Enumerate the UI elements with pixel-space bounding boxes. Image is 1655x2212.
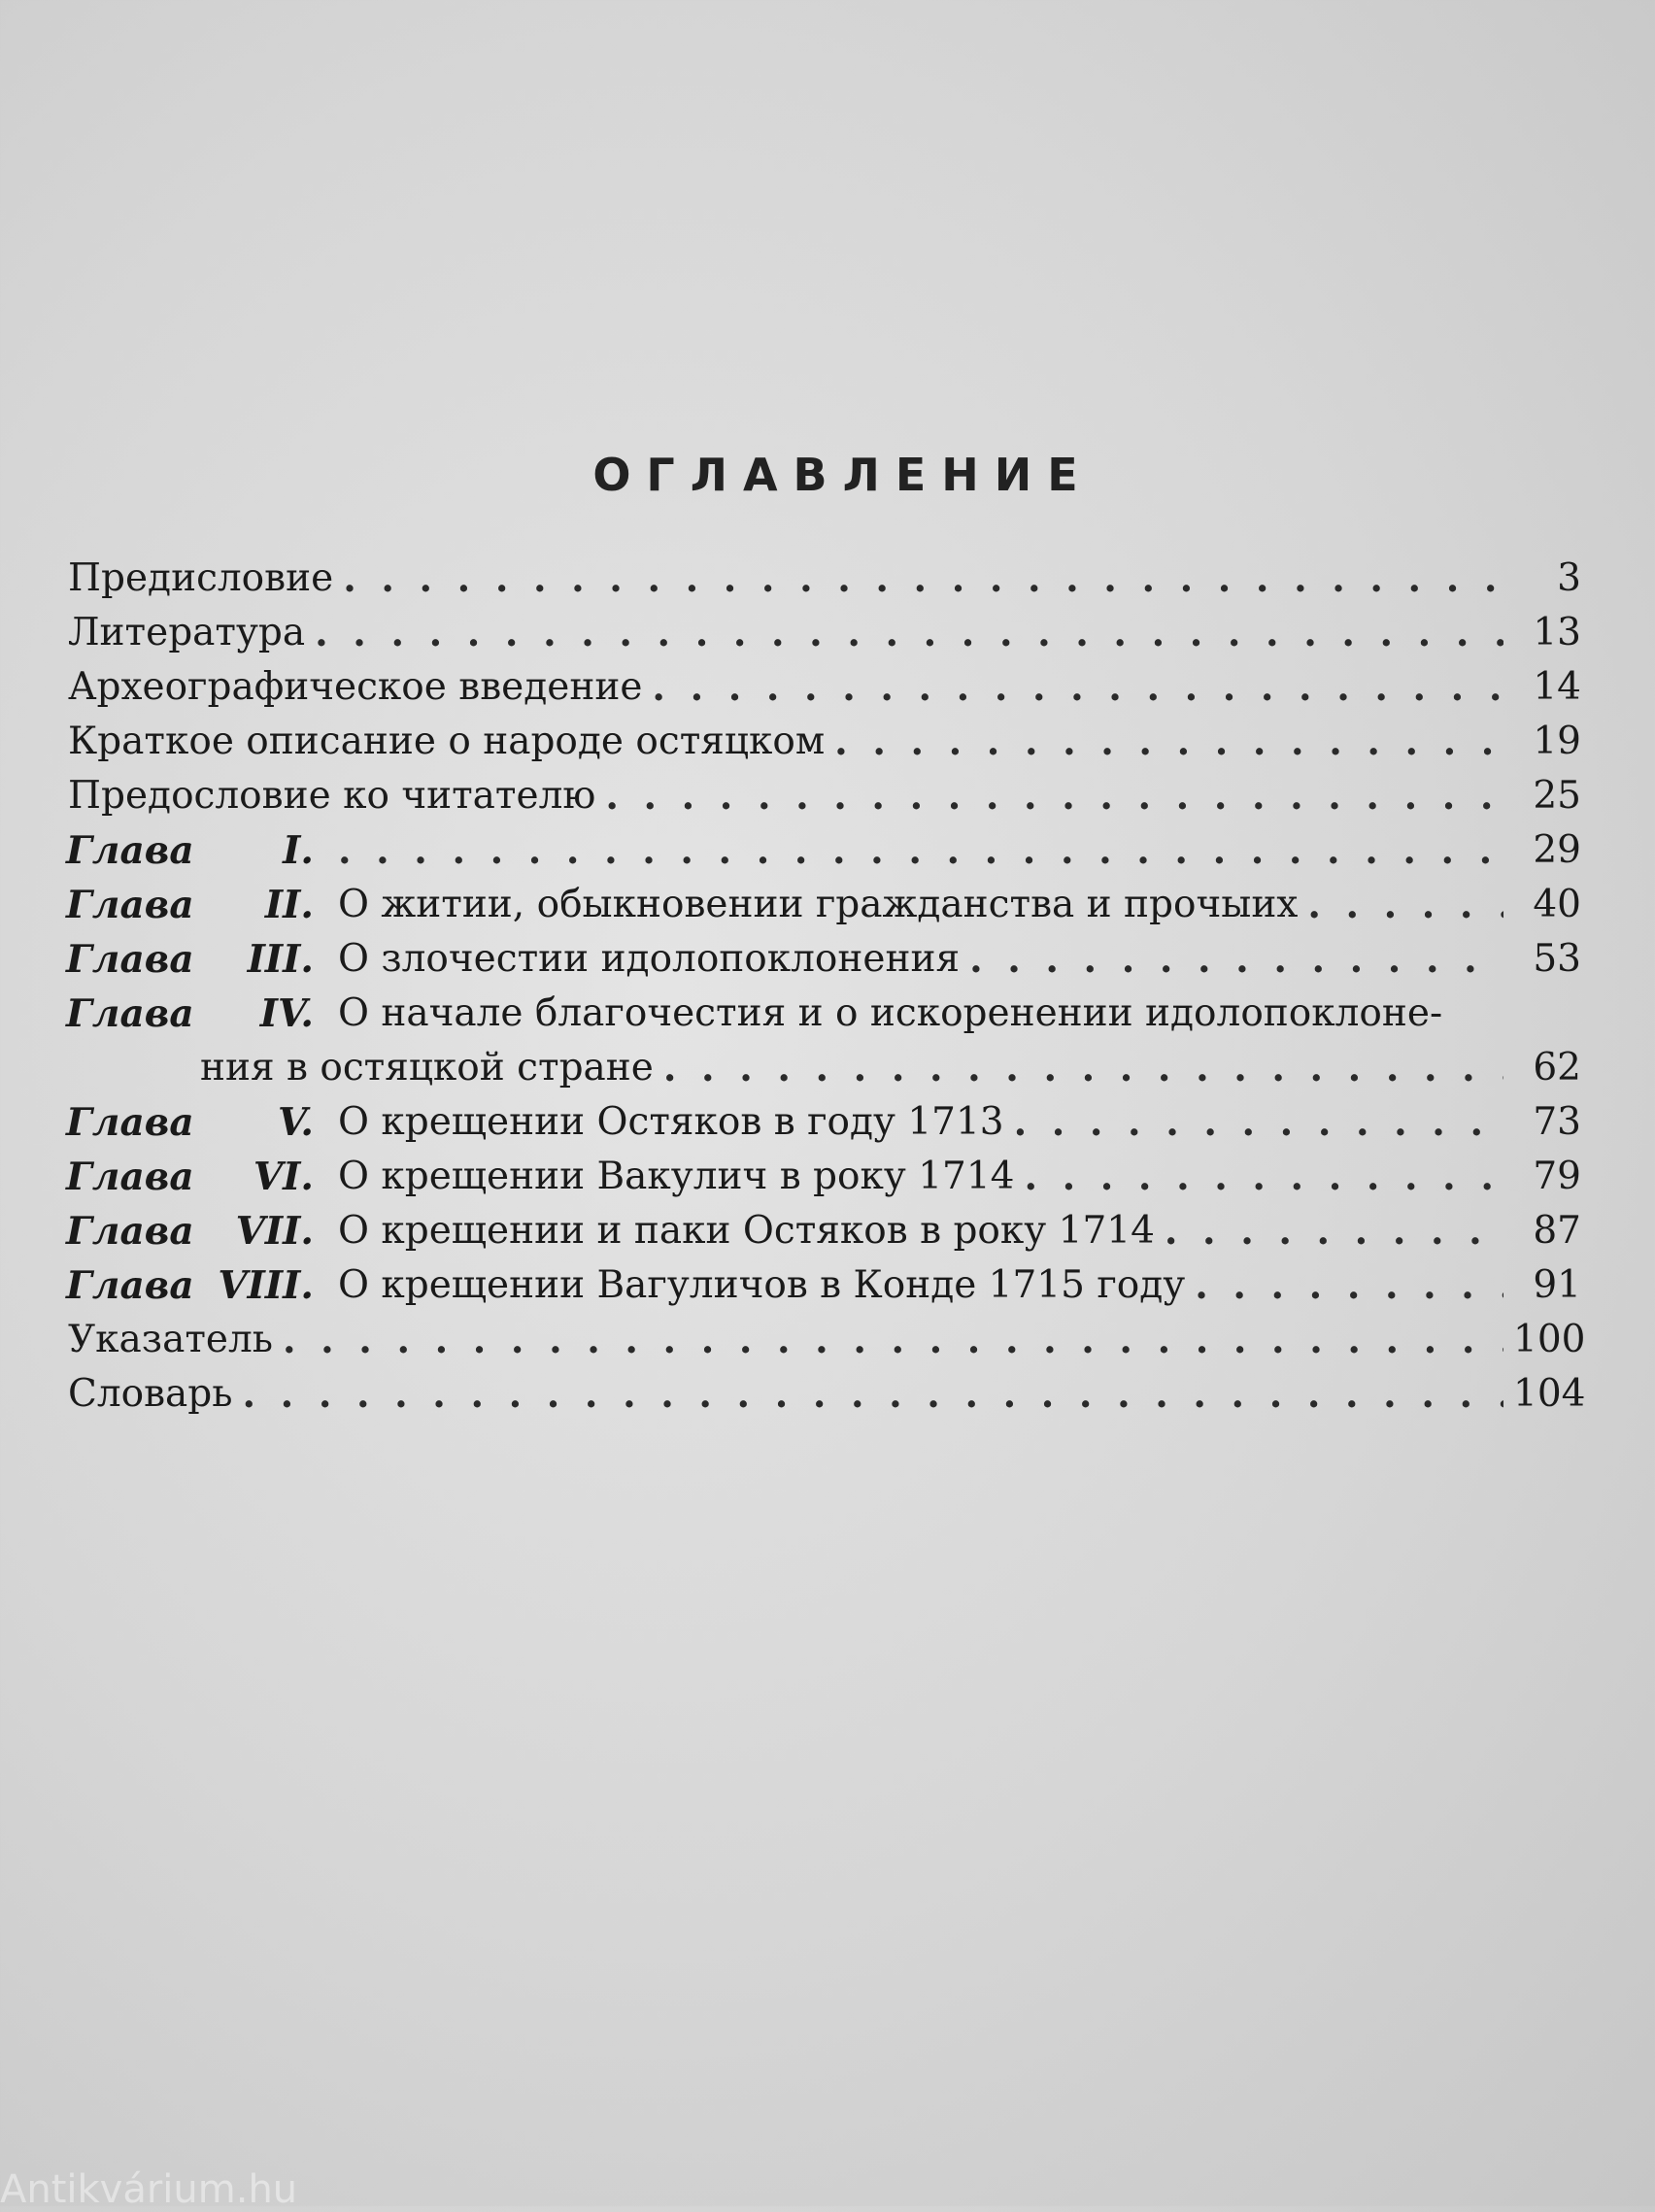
dot-leader [1024,1150,1503,1204]
table-of-contents [66,552,1586,1422]
chapter-number: I. [283,828,314,873]
toc-entry-title: О начале благочестия и о искоренении идолопоклоне- [338,991,1443,1035]
page-title: ОГЛАВЛЕНИЕ [592,449,1094,501]
toc-entry-archeographic-intro[interactable] [66,660,1581,715]
toc-entry-page: 25 [1533,774,1581,818]
chapter-number: IV. [259,991,314,1036]
toc-entry-title-continuation: ния в остяцкой стране [200,1046,654,1089]
dot-leader [663,1041,1503,1095]
toc-entry-page: 104 [1513,1372,1586,1416]
watermark: Antikvárium.hu [0,2167,298,2212]
toc-entry-title: Археографическое введение [68,665,643,709]
toc-entry-title: Предословие ко читателю [68,774,596,818]
chapter-label [66,1150,328,1204]
chapter-label [66,1095,328,1150]
toc-entry-title: О крещении Остяков в году 1713 [338,1100,1004,1144]
chapter-label [66,987,328,1041]
toc-entry-title: Предисловие [68,556,334,600]
chapter-number: VI. [253,1155,314,1199]
toc-entry-page: 79 [1533,1155,1581,1198]
chapter-number: II. [264,883,314,927]
dot-leader [315,606,1503,660]
dot-leader [1165,1204,1503,1258]
chapter-number: III. [247,937,314,982]
dot-leader [652,660,1503,715]
dot-leader [1307,878,1503,932]
toc-entry-chapter-6[interactable] [66,1150,1581,1204]
toc-entry-chapter-8[interactable] [66,1258,1581,1313]
toc-entry-page: 14 [1533,665,1581,709]
dot-leader [969,932,1503,987]
toc-entry-page: 91 [1533,1263,1581,1307]
chapter-label [66,878,328,932]
toc-entry-chapter-4-continuation[interactable] [66,1041,1581,1095]
toc-entry-chapter-7[interactable] [66,1204,1581,1258]
chapter-word: Глава [66,1209,194,1254]
toc-entry-page: 40 [1533,883,1581,926]
toc-entry-page: 87 [1533,1209,1581,1253]
chapter-label [66,823,328,878]
dot-leader [1195,1258,1503,1313]
chapter-label [66,1204,328,1258]
toc-entry-chapter-5[interactable] [66,1095,1581,1150]
toc-entry-literature[interactable] [66,606,1581,660]
chapter-label [66,932,328,987]
toc-entry-page: 3 [1557,556,1581,600]
toc-entry-page: 53 [1533,937,1581,981]
toc-entry-chapter-2[interactable] [66,878,1581,932]
chapter-word: Глава [66,1100,194,1145]
toc-entry-title: О крещении Вакулич в року 1714 [338,1155,1015,1198]
chapter-label [66,1258,328,1313]
chapter-word: Глава [66,937,194,982]
chapter-word: Глава [66,828,194,873]
dot-leader [338,823,1503,878]
dot-leader [1014,1095,1503,1150]
toc-entry-page: 19 [1533,720,1581,763]
toc-entry-title: Указатель [68,1318,273,1361]
chapter-word: Глава [66,1155,194,1199]
toc-entry-chapter-1[interactable] [66,823,1581,878]
chapter-word: Глава [66,991,194,1036]
toc-entry-title: Словарь [68,1372,233,1416]
toc-entry-title: О крещении Вагуличов в Конде 1715 году [338,1263,1186,1307]
dot-leader [834,715,1503,769]
toc-entry-dictionary[interactable] [66,1367,1586,1422]
toc-entry-page: 62 [1533,1046,1581,1089]
dot-leader [243,1367,1503,1422]
toc-entry-title: О крещении и паки Остяков в року 1714 [338,1209,1155,1253]
toc-entry-short-description[interactable] [66,715,1581,769]
chapter-word: Глава [66,883,194,927]
toc-entry-title: Литература [68,611,306,654]
toc-entry-chapter-4[interactable] [66,987,1581,1041]
dot-leader [605,769,1503,823]
chapter-number: V. [277,1100,314,1145]
toc-entry-page: 13 [1533,611,1581,654]
chapter-number: VII. [235,1209,314,1254]
dot-leader [283,1313,1503,1367]
toc-entry-preface[interactable] [66,552,1581,606]
toc-entry-index[interactable] [66,1313,1586,1367]
toc-entry-title: О злочестии идолопоклонения [338,937,961,981]
toc-entry-title: Краткое описание о народе остяцком [68,720,826,763]
toc-entry-page: 73 [1533,1100,1581,1144]
toc-entry-chapter-3[interactable] [66,932,1581,987]
toc-entry-page: 100 [1513,1318,1586,1361]
toc-entry-foreword-to-reader[interactable] [66,769,1581,823]
toc-entry-page: 29 [1533,828,1581,872]
toc-entry-title: О житии, обыкновении гражданства и прочыих [338,883,1299,926]
chapter-word: Глава [66,1263,194,1308]
chapter-number: VIII. [218,1263,314,1308]
dot-leader [343,552,1503,606]
